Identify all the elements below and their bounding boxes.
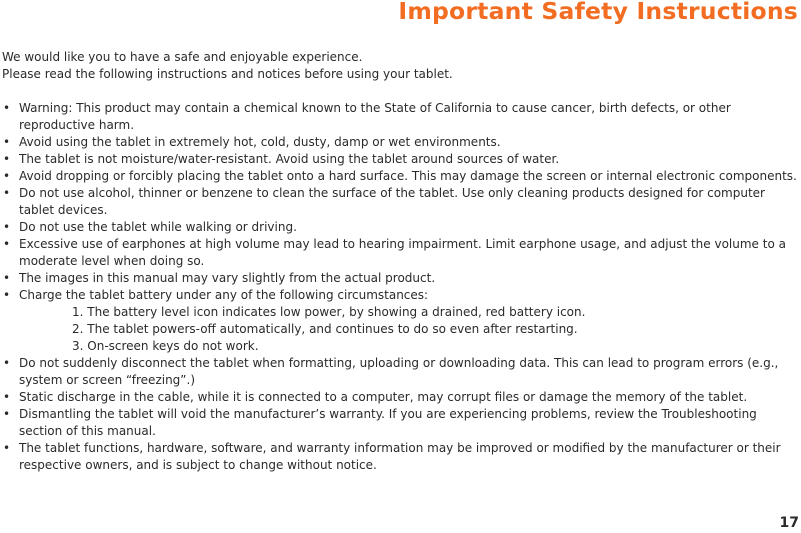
bullet-icon: • (3, 101, 11, 115)
bullet-icon: • (3, 152, 11, 166)
bullet-icon: • (3, 169, 11, 183)
list-item (0, 236, 801, 270)
bullet-icon: • (3, 390, 11, 404)
list-item-text: Do not suddenly disconnect the tablet when formatting, uploading or downloading data. This can lead to program errors (e.g., system or screen “freezing”.) (19, 356, 779, 387)
list-item-text: Warning: This product may contain a chemical known to the State of California to cause cancer, birth defects, or other reproductive harm. (19, 101, 731, 132)
bullet-icon: • (3, 288, 11, 302)
bullet-icon: • (3, 220, 11, 234)
list-item (0, 134, 801, 151)
bullet-icon: • (3, 356, 11, 370)
list-item-text: The tablet is not moisture/water-resistant. Avoid using the tablet around sources of water. (19, 152, 560, 166)
list-item (0, 100, 801, 134)
intro-line: Please read the following instructions and notices before using your tablet. (2, 67, 453, 81)
list-item (0, 219, 801, 236)
safety-instructions-list (0, 100, 801, 474)
list-item-text: The tablet functions, hardware, software, and warranty information may be improved or modified by the manufacturer or their respective owners, and is subject to change without notice. (19, 441, 781, 472)
list-item-text: Dismantling the tablet will void the manufacturer’s warranty. If you are experiencing problems, review the Troubleshooting section of this manual. (19, 407, 757, 438)
list-item-text: Excessive use of earphones at high volume may lead to hearing impairment. Limit earphone usage, and adjust the volume to a moderate level when doing so. (19, 237, 786, 268)
bullet-icon: • (3, 407, 11, 421)
intro-line: We would like you to have a safe and enjoyable experience. (2, 50, 363, 64)
list-item-text: Avoid dropping or forcibly placing the tablet onto a hard surface. This may damage the screen or internal electronic components. (19, 169, 797, 183)
list-item (0, 355, 801, 389)
sub-list-item: 2. The tablet powers-off automatically, and continues to do so even after restarting. (72, 322, 578, 336)
bullet-icon: • (3, 271, 11, 285)
list-item-text: Charge the tablet battery under any of the following circumstances: (19, 288, 429, 302)
list-item (0, 406, 801, 440)
list-item-text: Do not use the tablet while walking or driving. (19, 220, 297, 234)
list-item (0, 168, 801, 185)
list-item (0, 389, 801, 406)
list-item (0, 151, 801, 168)
bullet-icon: • (3, 237, 11, 251)
list-item-text: The images in this manual may vary slightly from the actual product. (19, 271, 436, 285)
bullet-icon: • (3, 441, 11, 455)
page-title: Important Safety Instructions (398, 0, 798, 25)
page-number: 17 (779, 515, 799, 531)
list-item (0, 287, 801, 355)
list-item-text: Static discharge in the cable, while it is connected to a computer, may corrupt files or damage the memory of the tablet. (19, 390, 748, 404)
bullet-icon: • (3, 135, 11, 149)
list-item (0, 270, 801, 287)
list-item-text: Do not use alcohol, thinner or benzene to clean the surface of the tablet. Use only cleaning products designed for computer tablet devices. (19, 186, 765, 217)
bullet-icon: • (3, 186, 11, 200)
intro-paragraph (2, 49, 453, 83)
sub-list-item: 1. The battery level icon indicates low power, by showing a drained, red battery icon. (72, 305, 586, 319)
list-item (0, 440, 801, 474)
sub-list-item: 3. On-screen keys do not work. (72, 339, 259, 353)
list-item-text: Avoid using the tablet in extremely hot, cold, dusty, damp or wet environments. (19, 135, 501, 149)
charge-circumstances-list (19, 304, 797, 355)
list-item (0, 185, 801, 219)
